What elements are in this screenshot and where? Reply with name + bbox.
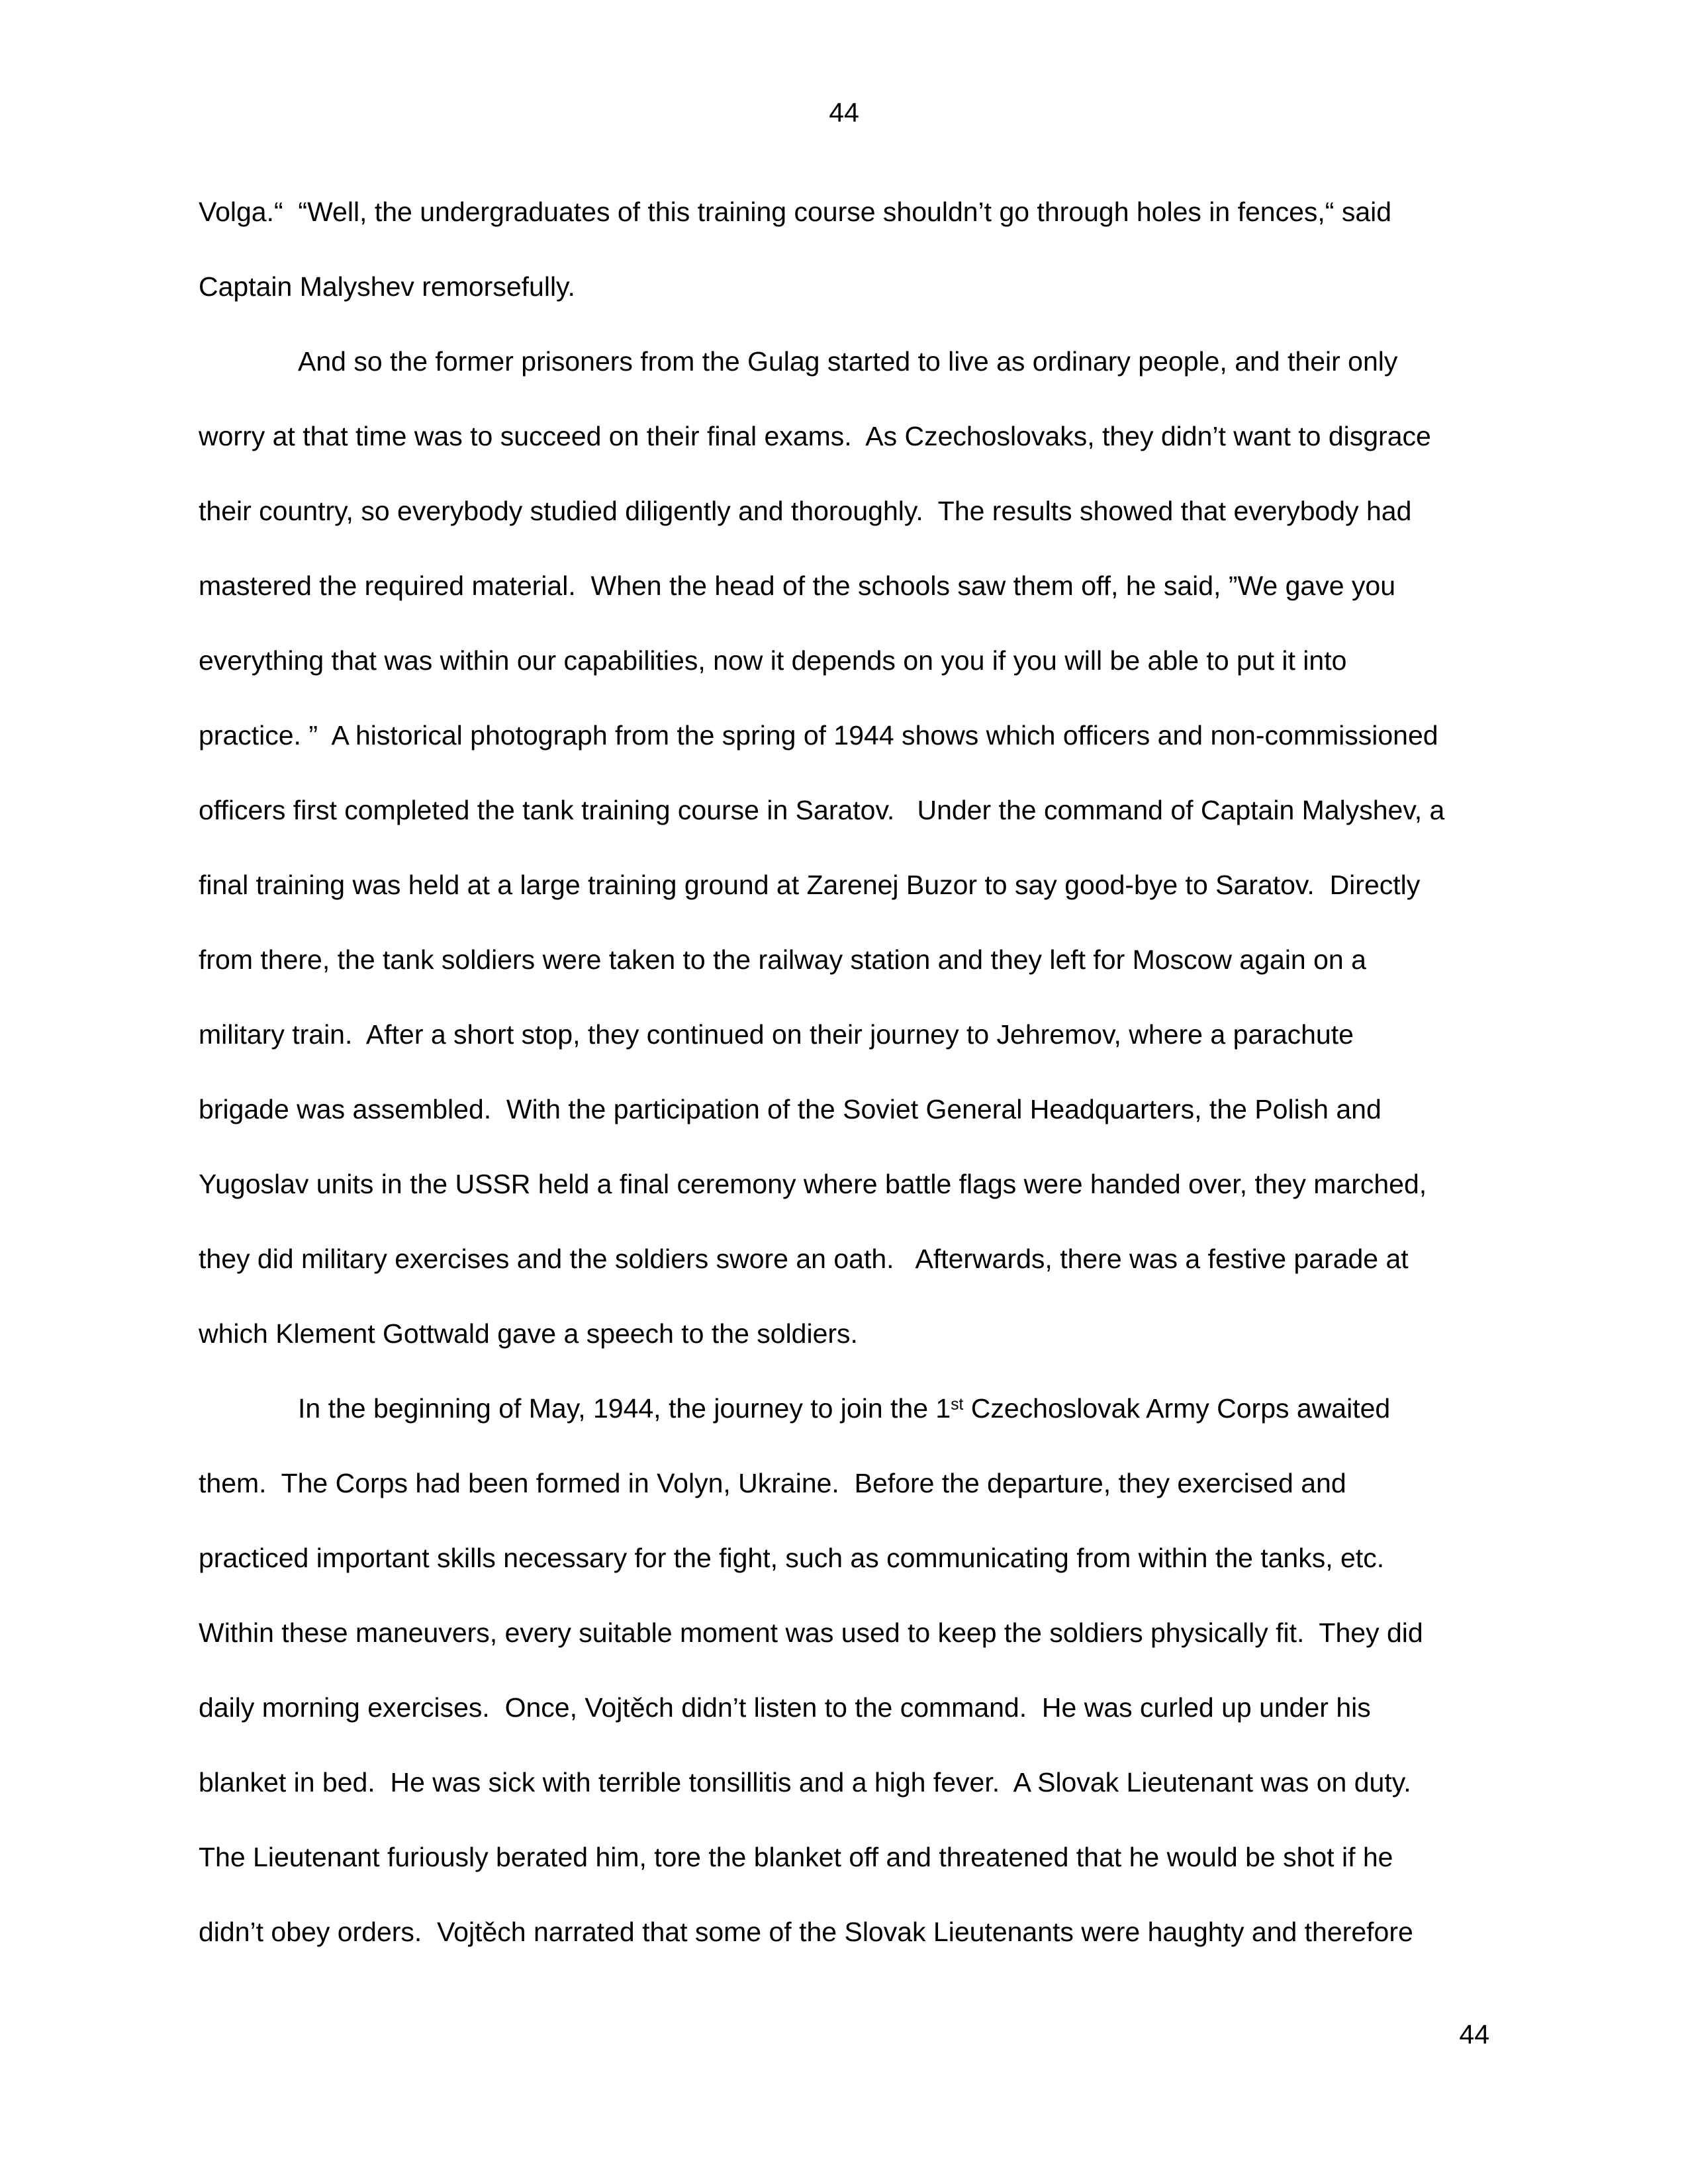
page-number-top: 44 <box>829 97 859 128</box>
paragraph <box>199 324 1489 1371</box>
text-line: Volga.“ “Well, the undergraduates of this training course shouldn’t go through holes in fences,“ said <box>199 197 1392 227</box>
body-text <box>199 175 1489 1970</box>
text-line: blanket in bed. He was sick with terrible tonsillitis and a high fever. A Slovak Lieutenant was on duty. <box>199 1767 1411 1797</box>
text-segment: In the beginning of May, 1944, the journey to join the 1 <box>298 1393 951 1424</box>
text-line: them. The Corps had been formed in Volyn, Ukraine. Before the departure, they exercised and <box>199 1468 1346 1498</box>
text-line: Yugoslav units in the USSR held a final ceremony where battle flags were handed over, they marched, <box>199 1169 1427 1199</box>
text-line: daily morning exercises. Once, Vojtěch didn’t listen to the command. He was curled up under his <box>199 1692 1371 1723</box>
text-line: Captain Malyshev remorsefully. <box>199 271 575 302</box>
text-line: final training was held at a large training ground at Zarenej Buzor to say good-bye to Saratov. Directly <box>199 870 1421 900</box>
text-line: officers first completed the tank training course in Saratov. Under the command of Captain Malyshev, a <box>199 795 1445 825</box>
text-line: didn’t obey orders. Vojtěch narrated that some of the Slovak Lieutenants were haughty and therefore <box>199 1917 1413 1947</box>
text-segment: Czechoslovak Army Corps awaited <box>963 1393 1391 1424</box>
text-line: from there, the tank soldiers were taken to the railway station and they left for Moscow again on a <box>199 944 1366 975</box>
page-number-bottom: 44 <box>1459 2019 1489 2050</box>
text-line: mastered the required material. When the head of the schools saw them off, he said, ”We gave you <box>199 570 1396 601</box>
text-line: which Klement Gottwald gave a speech to the soldiers. <box>199 1318 858 1349</box>
text-line: brigade was assembled. With the participation of the Soviet General Headquarters, the Polish and <box>199 1094 1382 1124</box>
text-line: practiced important skills necessary for the fight, such as communicating from within the tanks, etc. <box>199 1543 1385 1573</box>
text-line <box>199 1371 1489 1446</box>
text-line: And so the former prisoners from the Gulag started to live as ordinary people, and their only <box>298 346 1398 377</box>
text-line: worry at that time was to succeed on their final exams. As Czechoslovaks, they didn’t want to disgrace <box>199 421 1431 451</box>
paragraph <box>199 175 1489 324</box>
text-line: they did military exercises and the soldiers swore an oath. Afterwards, there was a festive parade at <box>199 1244 1409 1274</box>
text-line: Within these maneuvers, every suitable moment was used to keep the soldiers physically fit. They did <box>199 1617 1423 1648</box>
paragraph <box>199 1371 1489 1970</box>
superscript: st <box>951 1396 964 1414</box>
text-line: practice. ” A historical photograph from the spring of 1944 shows which officers and non-commissioned <box>199 720 1438 751</box>
text-line: The Lieutenant furiously berated him, tore the blanket off and threatened that he would be shot if he <box>199 1842 1393 1872</box>
text-line: military train. After a short stop, they continued on their journey to Jehremov, where a parachute <box>199 1019 1354 1050</box>
text-line: everything that was within our capabilities, now it depends on you if you will be able to put it into <box>199 645 1347 676</box>
text-line: their country, so everybody studied diligently and thoroughly. The results showed that everybody had <box>199 496 1412 526</box>
